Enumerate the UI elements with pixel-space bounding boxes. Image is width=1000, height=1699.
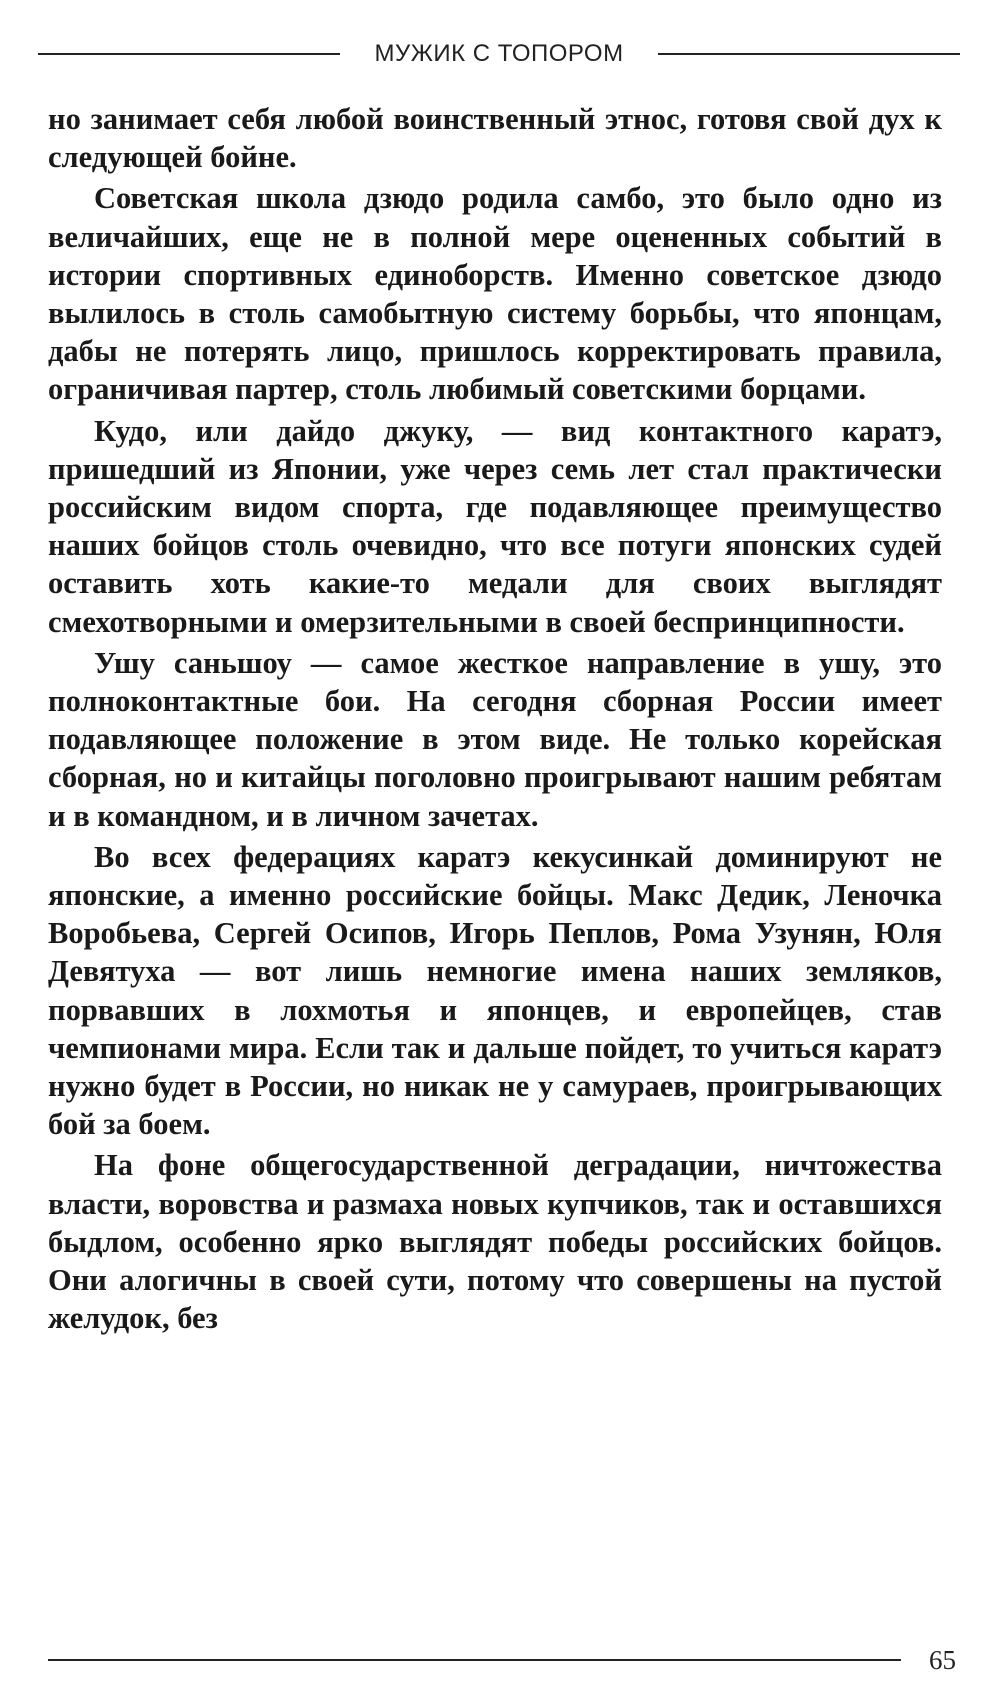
running-title: МУЖИК С ТОПОРОМ xyxy=(374,40,624,67)
header-rule-right xyxy=(658,53,960,55)
paragraph-kudo: Кудо, или дайдо джуку, — вид контактного каратэ, пришедший из Японии, уже через семь лет стал практически российским видом спорта, где подавляющее преимущество наших бойцов столь очевидно, что все потуги японских судей оставить хоть какие-то медали для своих выглядят смехотворными и омерзительными в своей беспринципности. xyxy=(48,413,942,639)
page-number: 65 xyxy=(929,1644,956,1675)
paragraph-wushu: Ушу саньшоу — самое жесткое направление в ушу, это полноконтактные бои. На сегодня сборная России имеет подавляющее положение в этом виде. Не только корейская сборная, но и китайцы поголовно проигрывают нашим ребятам и в командном, и в личном зачетах. xyxy=(48,645,942,833)
footer-rule xyxy=(48,1659,901,1661)
paragraph-continued: но занимает себя любой воинственный этнос, готовя свой дух к следующей бойне. xyxy=(48,102,942,175)
header-rule-left xyxy=(38,53,340,55)
running-header xyxy=(38,34,960,74)
paragraph-kyokushin: Во всех федерациях каратэ кекусинкай доминируют не японские, а именно российские бойцы. Макс Дедик, Леночка Воробьева, Сергей Осипов, Игорь Пеплов, Рома Узунян, Юля Девятуха — вот лишь немногие имена наших земляков, порвавших в лохмотья и японцев, и европейцев, став чемпионами мира. Если так и дальше пойдет, то учиться каратэ нужно будет в России, но никак не у самураев, проигрывающих бой за боем. xyxy=(48,839,942,1142)
paragraph-sambo: Советская школа дзюдо родила самбо, это было одно из величайших, еще не в полной мере оцененных событий в истории спортивных единоборств. Именно советское дзюдо вылилось в столь самобытную систему борьбы, что японцам, дабы не потерять лицо, пришлось корректировать правила, ограничивая партер, столь любимый советскими борцами. xyxy=(48,181,942,407)
paragraph-degradation: На фоне общегосударственной деградации, ничтожества власти, воровства и размаха новых купчиков, так и оставшихся быдлом, особенно ярко выглядят победы российских бойцов. Они алогичны в своей сути, потому что совершены на пустой желудок, без xyxy=(48,1148,942,1336)
page-footer xyxy=(48,1640,956,1680)
page-body xyxy=(48,100,942,1341)
